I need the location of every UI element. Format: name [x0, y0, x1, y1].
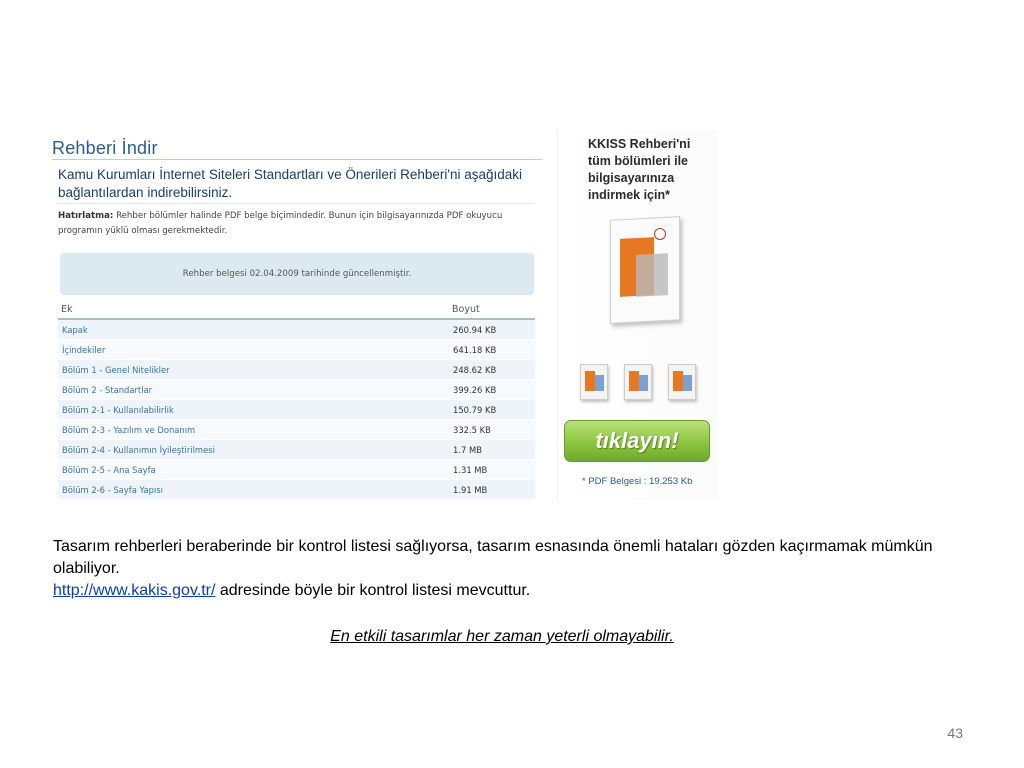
- table-row: [58, 480, 535, 500]
- table-row: [58, 440, 535, 460]
- reminder-body: Rehber bölümler halinde PDF belge biçimindedir. Bunun için bilgisayarınızda PDF okuyucu programın yüklü olması gerekmektedir.: [58, 211, 503, 236]
- link-suffix: adresinde böyle bir kontrol listesi mevcuttur.: [215, 582, 531, 599]
- table-row: [58, 340, 535, 360]
- intro-text: Kamu Kurumları İnternet Siteleri Standartları ve Önerileri Rehberi'ni aşağıdaki bağlantılardan indirebilirsiniz.: [58, 167, 523, 200]
- file-size: 332.5 KB: [449, 420, 535, 440]
- title-divider: [52, 159, 542, 160]
- column-header-attachment: Ek: [58, 302, 449, 319]
- file-size: 641.18 KB: [449, 340, 535, 360]
- reminder-label: Hatırlatma:: [58, 211, 114, 221]
- book-cover-icon: [596, 218, 684, 328]
- table-header-row: [58, 302, 535, 319]
- download-button[interactable]: tıklayın!: [564, 420, 710, 462]
- file-link[interactable]: Bölüm 1 - Genel Nitelikler: [58, 360, 449, 380]
- page-number: 43: [947, 725, 963, 741]
- file-link[interactable]: Bölüm 2-5 - Ana Sayfa: [58, 460, 449, 480]
- file-link[interactable]: Bölüm 2-6 - Sayfa Yapısı: [58, 480, 449, 500]
- reminder-text: [58, 209, 536, 239]
- page-thumbnail-icon: [624, 364, 652, 400]
- panel-title: Rehberi İndir: [52, 138, 158, 158]
- file-link[interactable]: Bölüm 2-3 - Yazılım ve Donanım: [58, 420, 449, 440]
- banner-heading: KKISS Rehberi'ni tüm bölümleri ile bilgisayarınıza indirmek için*: [588, 137, 691, 202]
- link-line: [53, 580, 973, 602]
- file-size: 248.62 KB: [449, 360, 535, 380]
- file-link[interactable]: Bölüm 2-1 - Kullanılabilirlik: [58, 400, 449, 420]
- download-guide-panel: [52, 130, 542, 500]
- file-size: 1.91 MB: [449, 480, 535, 500]
- slide-quote: En etkili tasarımlar her zaman yeterli olmayabilir.: [330, 628, 674, 645]
- table-row: [58, 380, 535, 400]
- body-paragraph: Tasarım rehberleri beraberinde bir kontrol listesi sağlıyorsa, tasarım esnasında önemli hataları gözden kaçırmamak mümkün olabiliyor.: [53, 538, 933, 577]
- table-row: [58, 460, 535, 480]
- file-link[interactable]: Bölüm 2-4 - Kullanımın İyileştirilmesi: [58, 440, 449, 460]
- file-link[interactable]: İçindekiler: [58, 340, 449, 360]
- file-link[interactable]: Bölüm 2 - Standartlar: [58, 380, 449, 400]
- page-thumbnail-icon: [668, 364, 696, 400]
- file-size: 150.79 KB: [449, 400, 535, 420]
- table-row: [58, 360, 535, 380]
- page-thumbnail-icon: [580, 364, 608, 400]
- file-link[interactable]: Kapak: [58, 319, 449, 340]
- table-row: [58, 319, 535, 340]
- intro-divider: [58, 203, 534, 204]
- download-banner[interactable]: [557, 130, 717, 500]
- kakis-link[interactable]: http://www.kakis.gov.tr/: [53, 582, 216, 599]
- slide-body: [53, 536, 973, 602]
- table-row: [58, 400, 535, 420]
- table-row: [58, 420, 535, 440]
- file-size: 1.7 MB: [449, 440, 535, 460]
- pdf-size-info: * PDF Belgesi : 19.253 Kb: [582, 476, 693, 487]
- file-size: 399.26 KB: [449, 380, 535, 400]
- update-notice: Rehber belgesi 02.04.2009 tarihinde güncellenmiştir.: [60, 253, 534, 295]
- file-table: [58, 302, 535, 500]
- file-size: 1.31 MB: [449, 460, 535, 480]
- column-header-size: Boyut: [449, 302, 535, 319]
- file-size: 260.94 KB: [449, 319, 535, 340]
